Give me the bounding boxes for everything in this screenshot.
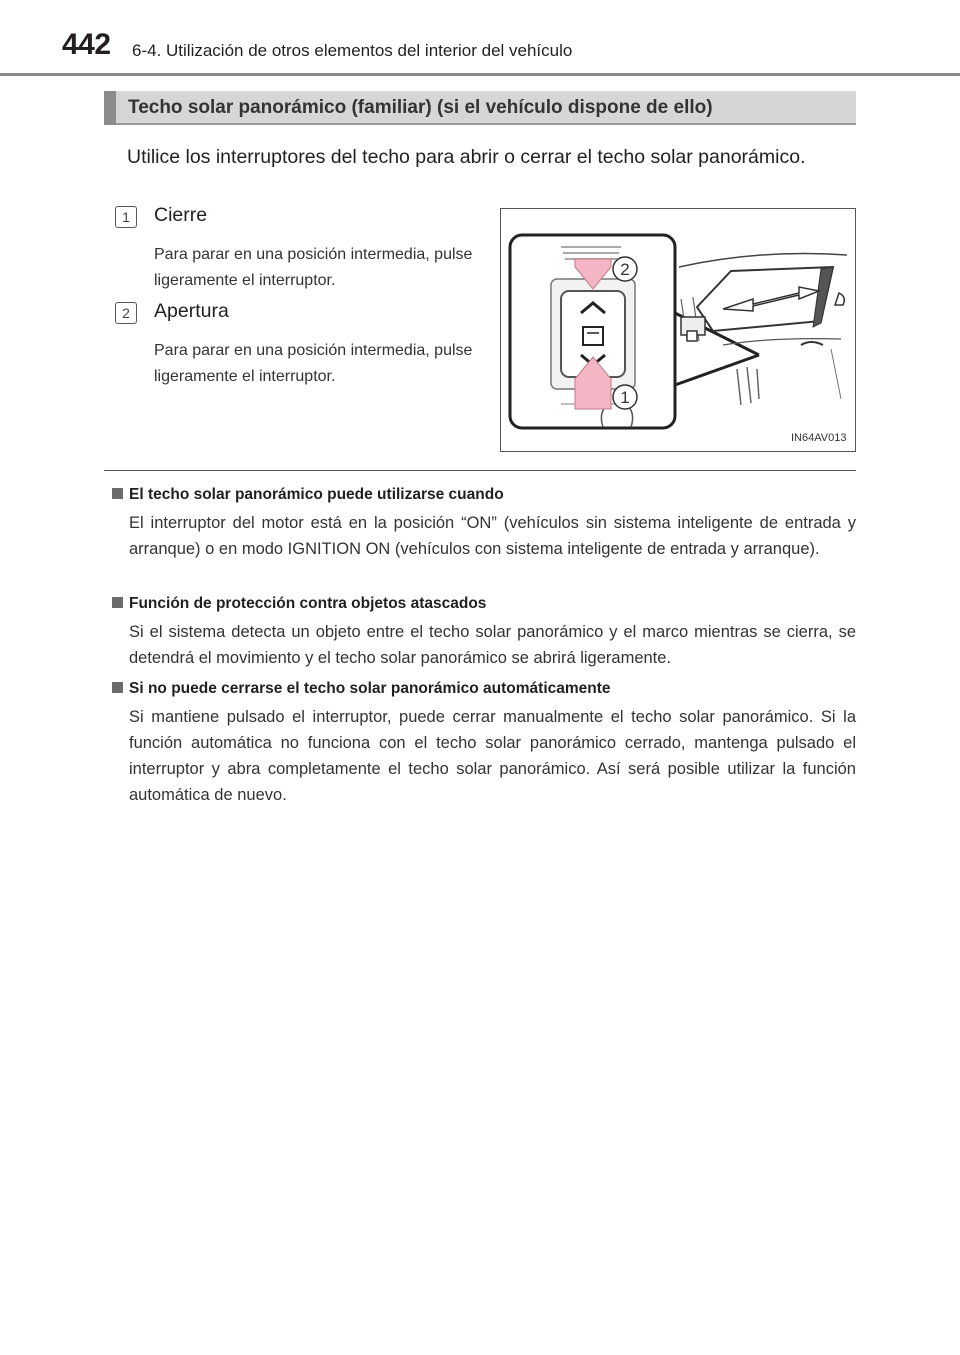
- illustration-drawing: [501, 209, 855, 451]
- note-body: Si el sistema detecta un objeto entre el techo solar panorámico y el marco mientras se cierra, se detendrá el movimiento y el techo solar panorámico se abrirá ligeramente.: [129, 623, 856, 667]
- note-heading: [112, 595, 856, 613]
- square-bullet-icon: [112, 488, 123, 499]
- note-usage-conditions: [112, 486, 856, 562]
- item-number-badge: 1: [115, 206, 137, 228]
- section-title: Techo solar panorámico (familiar) (si el vehículo dispone de ello): [128, 97, 713, 118]
- note-heading-text: El techo solar panorámico puede utilizarse cuando: [129, 486, 504, 503]
- item-title: Cierre: [154, 204, 208, 226]
- item-number-badge: 2: [115, 302, 137, 324]
- note-body: El interruptor del motor está en la posición “ON” (vehículos sin sistema inteligente de entrada y arranque) o en modo IGNITION ON (vehículos con sistema inteligente de entrada y arranque).: [129, 514, 856, 558]
- square-bullet-icon: [112, 682, 123, 693]
- note-anti-pinch: [112, 595, 856, 671]
- sunroof-switch-illustration: [500, 208, 856, 452]
- section-accent: [104, 91, 116, 125]
- item-description: Para parar en una posición intermedia, pulse ligeramente el interruptor.: [154, 246, 473, 289]
- item-title: Apertura: [154, 300, 229, 322]
- item-description: Para parar en una posición intermedia, pulse ligeramente el interruptor.: [154, 342, 473, 385]
- note-heading: [112, 680, 856, 698]
- callout-1: 1: [620, 388, 630, 407]
- square-bullet-icon: [112, 597, 123, 608]
- note-body: Si mantiene pulsado el interruptor, puede cerrar manualmente el techo solar panorámico. Si la función automática no funciona con el techo solar panorámico cerrado, mantenga pulsado el interruptor y abra completamente el techo solar panorámico. Así será posible utilizar la función automática de nuevo.: [129, 708, 856, 804]
- note-heading-text: Función de protección contra objetos atascados: [129, 595, 487, 612]
- section-heading-bar: [104, 91, 856, 125]
- section-divider: [104, 470, 856, 471]
- header-rule: [0, 73, 960, 76]
- callout-2: 2: [620, 260, 630, 279]
- note-heading-text: Si no puede cerrarse el techo solar panorámico automáticamente: [129, 680, 611, 697]
- intro-text: Utilice los interruptores del techo para abrir o cerrar el techo solar panorámico.: [127, 146, 806, 168]
- figure-code: IN64AV013: [791, 432, 847, 444]
- note-heading: [112, 486, 856, 504]
- page-number: 442: [62, 28, 111, 61]
- header-title: 6-4. Utilización de otros elementos del interior del vehículo: [132, 41, 573, 60]
- note-manual-close: [112, 680, 856, 808]
